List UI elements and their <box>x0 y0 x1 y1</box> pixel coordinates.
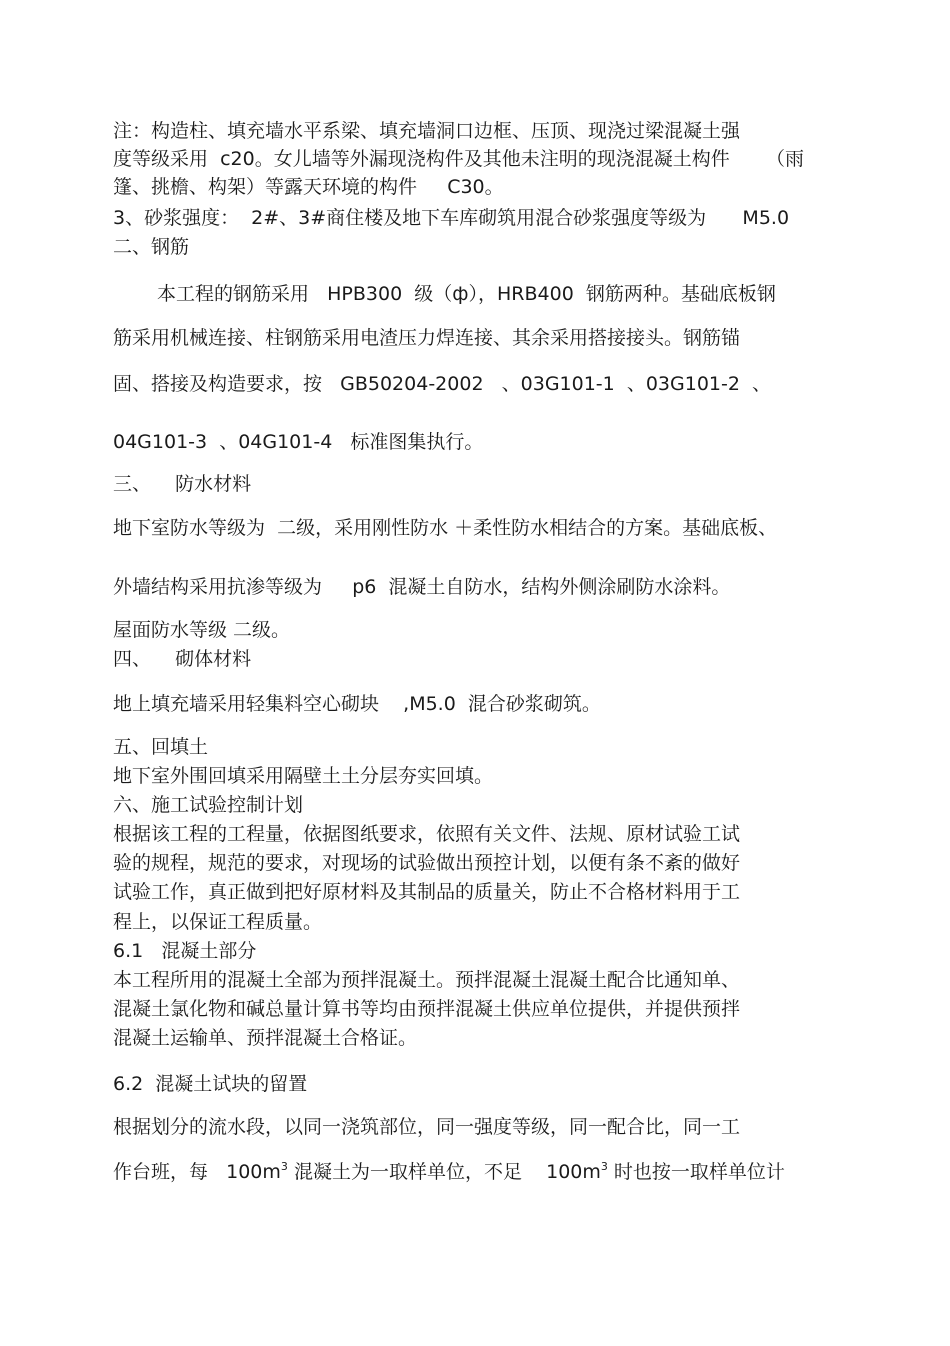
text-line-last <box>113 1160 785 1184</box>
text-line: 度等级采用 c20。女儿墙等外漏现浇构件及其他未注明的现浇混凝土构件 （雨 <box>113 148 804 170</box>
text-line: 地上填充墙采用轻集料空心砌块 ,M5.0 混合砂浆砌筑。 <box>113 693 601 715</box>
text-line: 筋采用机械连接、柱钢筋采用电渣压力焊连接、其余采用搭接接头。钢筋锚 <box>113 327 741 349</box>
section-heading: 6.1 混凝土部分 <box>113 940 257 962</box>
text-line: 混凝土运输单、预拌混凝土合格证。 <box>113 1027 418 1049</box>
text-line: 屋面防水等级 二级。 <box>113 619 291 641</box>
text-line: 根据划分的流水段，以同一浇筑部位，同一强度等级，同一配合比，同一工 <box>113 1116 741 1138</box>
text-segment: 作台班，每 100m <box>113 1161 281 1183</box>
text-line: 试验工作，真正做到把好原材料及其制品的质量关，防止不合格材料用于工 <box>113 881 741 903</box>
text-line: 地下室外围回填采用隔壁土土分层夯实回填。 <box>113 765 494 787</box>
text-line: 3、砂浆强度： 2#、3#商住楼及地下车库砌筑用混合砂浆强度等级为 M5.0 <box>113 207 790 229</box>
text-line: 验的规程，规范的要求，对现场的试验做出预控计划，以便有条不紊的做好 <box>113 852 741 874</box>
section-heading: 三、 防水材料 <box>113 473 252 495</box>
superscript: 3 <box>280 1160 288 1173</box>
superscript: 3 <box>600 1160 608 1173</box>
section-heading: 二、钢筋 <box>113 236 190 258</box>
text-line: 04G101-3 、04G101-4 标准图集执行。 <box>113 431 484 453</box>
section-heading: 六、施工试验控制计划 <box>113 794 304 816</box>
text-line: 篷、挑檐、构架）等露天环境的构件 C30。 <box>113 176 504 198</box>
section-heading: 6.2 混凝土试块的留置 <box>113 1073 308 1095</box>
text-line: 本工程所用的混凝土全部为预拌混凝土。预拌混凝土混凝土配合比通知单、 <box>113 969 741 991</box>
section-heading: 四、 砌体材料 <box>113 648 252 670</box>
text-line: 根据该工程的工程量，依据图纸要求，依照有关文件、法规、原材试验工试 <box>113 823 741 845</box>
text-line: 固、搭接及构造要求，按 GB50204-2002 、03G101-1 、03G101-2 、 <box>113 373 772 395</box>
text-segment: 混凝土为一取样单位，不足 100m <box>287 1161 601 1183</box>
text-line: 地下室防水等级为 二级，采用刚性防水 ＋柔性防水相结合的方案。基础底板、 <box>113 517 778 539</box>
text-line: 混凝土氯化物和碱总量计算书等均由预拌混凝土供应单位提供，并提供预拌 <box>113 998 741 1020</box>
text-line: 本工程的钢筋采用 HPB300 级（ф），HRB400 钢筋两种。基础底板钢 <box>157 283 776 305</box>
text-segment: 时也按一取样单位计 <box>607 1161 785 1183</box>
section-heading: 五、回填土 <box>113 736 209 758</box>
text-line: 程上，以保证工程质量。 <box>113 911 323 933</box>
text-line: 外墙结构采用抗渗等级为 p6 混凝土自防水，结构外侧涂刷防水涂料。 <box>113 576 731 598</box>
text-line: 注：构造柱、填充墙水平系梁、填充墙洞口边框、压顶、现浇过梁混凝土强 <box>113 120 741 142</box>
